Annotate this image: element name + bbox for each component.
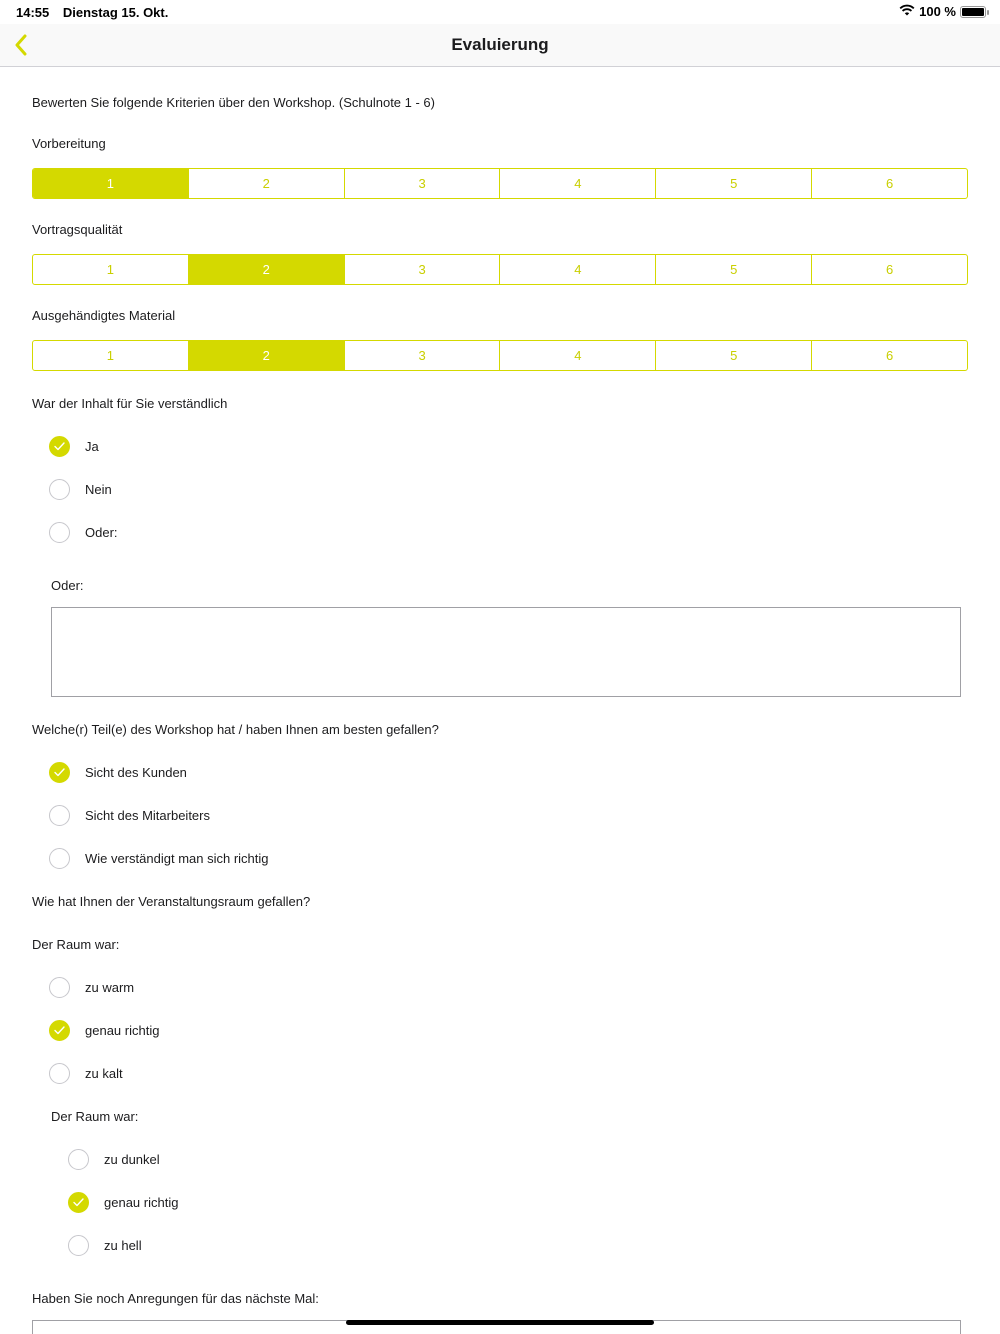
question-suggestions: Haben Sie noch Anregungen für das nächste Mal: [32,1291,319,1306]
radio-circle [68,1149,89,1170]
checkmark-icon [54,442,65,451]
navigation-bar [0,24,1000,67]
question-room: Wie hat Ihnen der Veranstaltungsraum gefallen? [32,894,311,909]
rating-option-1[interactable]: 1 [33,341,189,370]
other-text-field[interactable] [51,607,961,697]
status-bar [0,0,1000,24]
rating-option-4[interactable]: 4 [500,169,656,198]
radio-option-too-bright[interactable] [68,1235,142,1256]
radio-circle [49,436,70,457]
rating-label: Vortragsqualität [32,222,123,237]
radio-label: genau richtig [85,1023,160,1038]
status-left [16,5,178,20]
rating-option-6[interactable]: 6 [885,348,894,363]
radio-option-oder[interactable] [49,522,118,543]
radio-option-too-warm[interactable] [49,977,134,998]
rating-segmented-control [32,168,968,199]
battery-fill [962,8,984,16]
rating-option-4[interactable]: 4 [500,255,656,284]
radio-circle [49,977,70,998]
radio-circle [49,1063,70,1084]
radio-circle [49,479,70,500]
radio-circle [49,522,70,543]
question-understandable: War der Inhalt für Sie verständlich [32,396,228,411]
home-indicator [346,1320,654,1325]
rating-option-5[interactable]: 5 [656,255,812,284]
question-liked-parts: Welche(r) Teil(e) des Workshop hat / haben Ihnen am besten gefallen? [32,722,439,737]
rating-option-1[interactable]: 1 [33,255,189,284]
rating-option-3[interactable]: 3 [345,255,501,284]
page-title: Evaluierung [451,35,549,54]
rating-label: Vorbereitung [32,136,106,151]
radio-label: Sicht des Mitarbeiters [85,808,210,823]
radio-label: Sicht des Kunden [85,765,187,780]
radio-option-ja[interactable] [49,436,99,457]
rating-option-2[interactable]: 2 [189,169,345,198]
checkbox-option-customer-view[interactable] [49,762,187,783]
rating-option-3[interactable]: 3 [345,341,501,370]
radio-label: Ja [85,439,99,454]
radio-label: zu warm [85,980,135,995]
radio-label: Wie verständigt man sich richtig [85,851,269,866]
rating-option-6[interactable]: 6 [885,176,894,191]
rating-option-1[interactable]: 1 [33,169,189,198]
battery-percent: 100 % [919,4,956,19]
radio-circle [49,1020,70,1041]
rating-option-2[interactable]: 2 [189,341,345,370]
radio-label: Oder: [85,525,118,540]
radio-label: zu dunkel [104,1152,160,1167]
room-temperature-label: Der Raum war: [32,937,120,952]
radio-option-nein[interactable] [49,479,112,500]
room-light-label: Der Raum war: [51,1109,139,1124]
radio-circle [49,805,70,826]
radio-option-temperature-just-right[interactable] [49,1020,159,1041]
rating-label: Ausgehändigtes Material [32,308,176,323]
checkbox-option-communication[interactable] [49,848,269,869]
rating-segmented-control [32,254,968,285]
rating-option-3[interactable]: 3 [345,169,501,198]
radio-label: Nein [85,482,112,497]
checkmark-icon [54,1026,65,1035]
status-time: 14:55 [16,5,50,20]
radio-label: zu hell [104,1238,142,1253]
rating-option-4[interactable]: 4 [500,341,656,370]
rating-option-5[interactable]: 5 [656,169,812,198]
radio-label: zu kalt [85,1066,123,1081]
radio-option-too-cold[interactable] [49,1063,123,1084]
radio-circle [68,1192,89,1213]
other-field-label: Oder: [51,578,84,593]
checkmark-icon [54,768,65,777]
status-right [899,4,986,19]
checkbox-option-employee-view[interactable] [49,805,210,826]
rating-option-5[interactable]: 5 [656,341,812,370]
radio-option-too-dark[interactable] [68,1149,160,1170]
checkmark-icon [73,1198,84,1207]
rating-segmented-control [32,340,968,371]
intro-text: Bewerten Sie folgende Kriterien über den Workshop. (Schulnote 1 - 6) [32,95,435,110]
battery-icon [960,6,986,18]
status-date: Dienstag 15. Okt. [62,5,169,20]
rating-option-2[interactable]: 2 [189,255,345,284]
radio-option-light-just-right[interactable] [68,1192,178,1213]
radio-circle [68,1235,89,1256]
radio-label: genau richtig [104,1195,179,1210]
radio-circle [49,762,70,783]
wifi-icon [899,4,915,19]
rating-option-6[interactable]: 6 [885,262,894,277]
radio-circle [49,848,70,869]
